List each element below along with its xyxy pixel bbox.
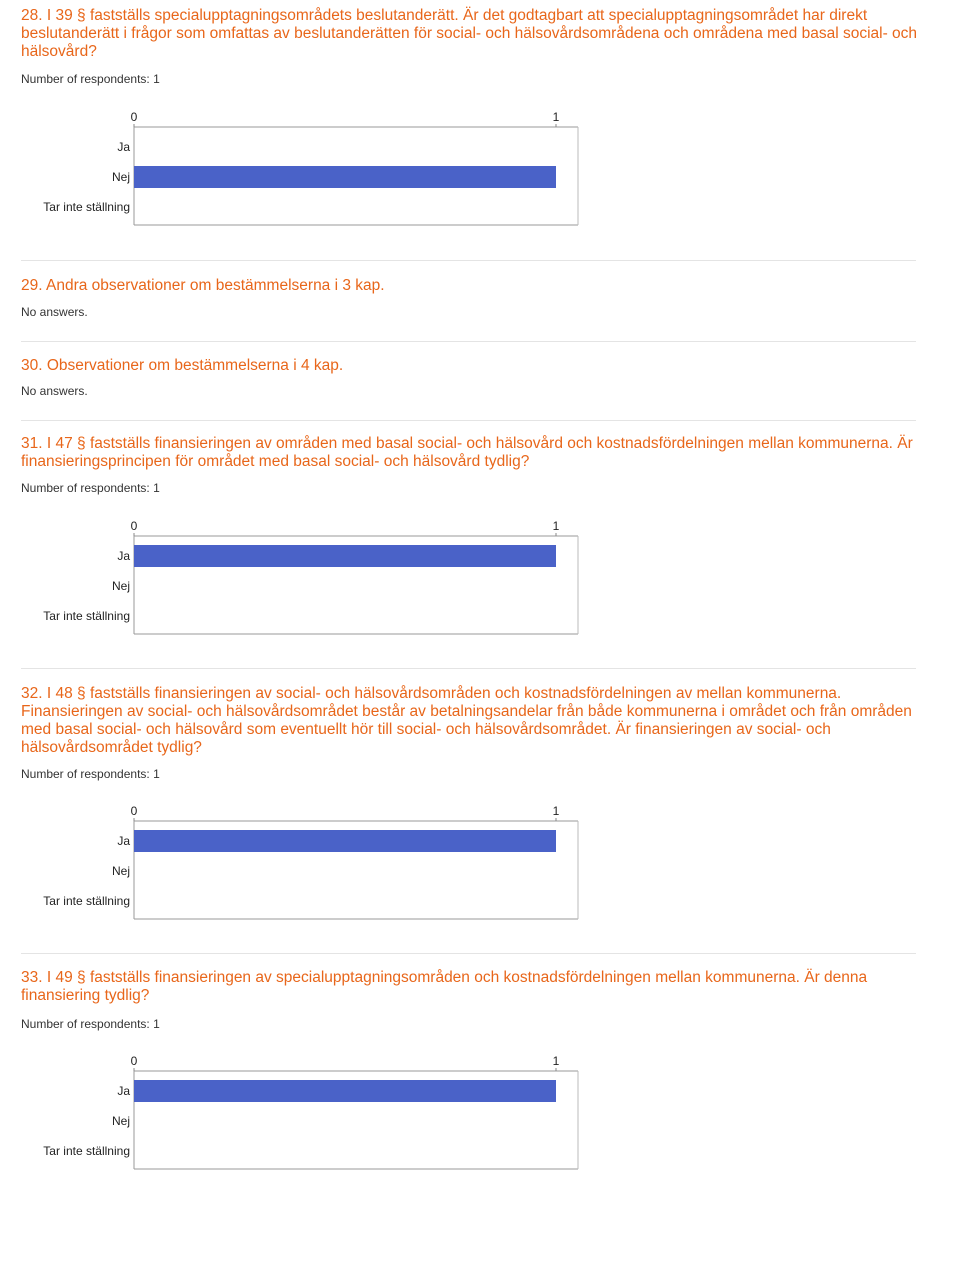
no-answers-text: No answers. — [21, 305, 88, 319]
category-label: Tar inte ställning — [43, 894, 130, 908]
category-label: Nej — [111, 1114, 130, 1128]
question-32-title: 32. I 48 § fastställs finansieringen av social- och hälsovårdsområden och kostnadsfördelningen av mellan kommunerna. Finansieringen av social- och hälsovårdsområdet består av betalningsandelar från både kommunerna i området och från områden med basal social- och hälsovård som eventuellt hör till social- och hälsovårdsområdet. Är finansieringen av social- och hälsovårdsområdet tydlig? — [21, 685, 912, 756]
question-30-title: 30. Observationer om bestämmelserna i 4 kap. — [21, 357, 344, 374]
bar-chart-q28 — [0, 105, 600, 245]
chart-svg — [0, 105, 600, 245]
category-label: Ja — [117, 549, 130, 563]
question-33-title: 33. I 49 § fastställs finansieringen av specialupptagningsområden och kostnadsfördelningen mellan kommunerna. Är denna finansiering tydlig? — [21, 969, 868, 1004]
data-bar — [134, 545, 556, 567]
category-label: Ja — [117, 1084, 130, 1098]
respondent-count: Number of respondents: 1 — [21, 767, 160, 781]
x-tick-label: 1 — [552, 804, 560, 818]
bar-chart-q31 — [0, 514, 600, 654]
respondent-count: Number of respondents: 1 — [21, 72, 160, 86]
respondent-count: Number of respondents: 1 — [21, 481, 160, 495]
question-31-title: 31. I 47 § fastställs finansieringen av områden med basal social- och hälsovård och kostnadsfördelningen mellan kommunerna. Är finansieringsprincipen för området med basal social- och hälsovård tydlig? — [21, 435, 913, 470]
category-label: Ja — [117, 140, 130, 154]
question-28-title: 28. I 39 § fastställs specialupptagningsområdets beslutanderätt. Är det godtagbart att specialupptagningsområdet har direkt beslutanderätt i frågor som omfattas av beslutanderätten för social- och hälsovårdsområdena och områdena med basal social- och hälsovård? — [21, 7, 918, 60]
category-label: Tar inte ställning — [43, 609, 130, 623]
x-tick-label: 1 — [552, 1054, 560, 1068]
x-tick-label: 0 — [130, 804, 138, 818]
x-tick-label: 0 — [130, 110, 138, 124]
data-bar — [134, 830, 556, 852]
divider — [21, 341, 916, 342]
divider — [21, 260, 916, 261]
data-bar — [134, 1080, 556, 1102]
category-label: Nej — [111, 579, 130, 593]
category-label: Tar inte ställning — [43, 200, 130, 214]
divider — [21, 668, 916, 669]
x-tick-label: 0 — [130, 1054, 138, 1068]
category-label: Ja — [117, 834, 130, 848]
divider — [21, 420, 916, 421]
chart-svg — [0, 1049, 600, 1189]
category-label: Tar inte ställning — [43, 1144, 130, 1158]
x-tick-label: 0 — [130, 519, 138, 533]
divider — [21, 953, 916, 954]
chart-svg — [0, 514, 600, 654]
bar-chart-q32 — [0, 799, 600, 939]
category-label: Nej — [111, 170, 130, 184]
chart-svg — [0, 799, 600, 939]
bar-chart-q33 — [0, 1049, 600, 1189]
no-answers-text: No answers. — [21, 384, 88, 398]
category-label: Nej — [111, 864, 130, 878]
data-bar — [134, 166, 556, 188]
question-29-title: 29. Andra observationer om bestämmelserna i 3 kap. — [21, 277, 385, 294]
x-tick-label: 1 — [552, 110, 560, 124]
x-tick-label: 1 — [552, 519, 560, 533]
respondent-count: Number of respondents: 1 — [21, 1017, 160, 1031]
